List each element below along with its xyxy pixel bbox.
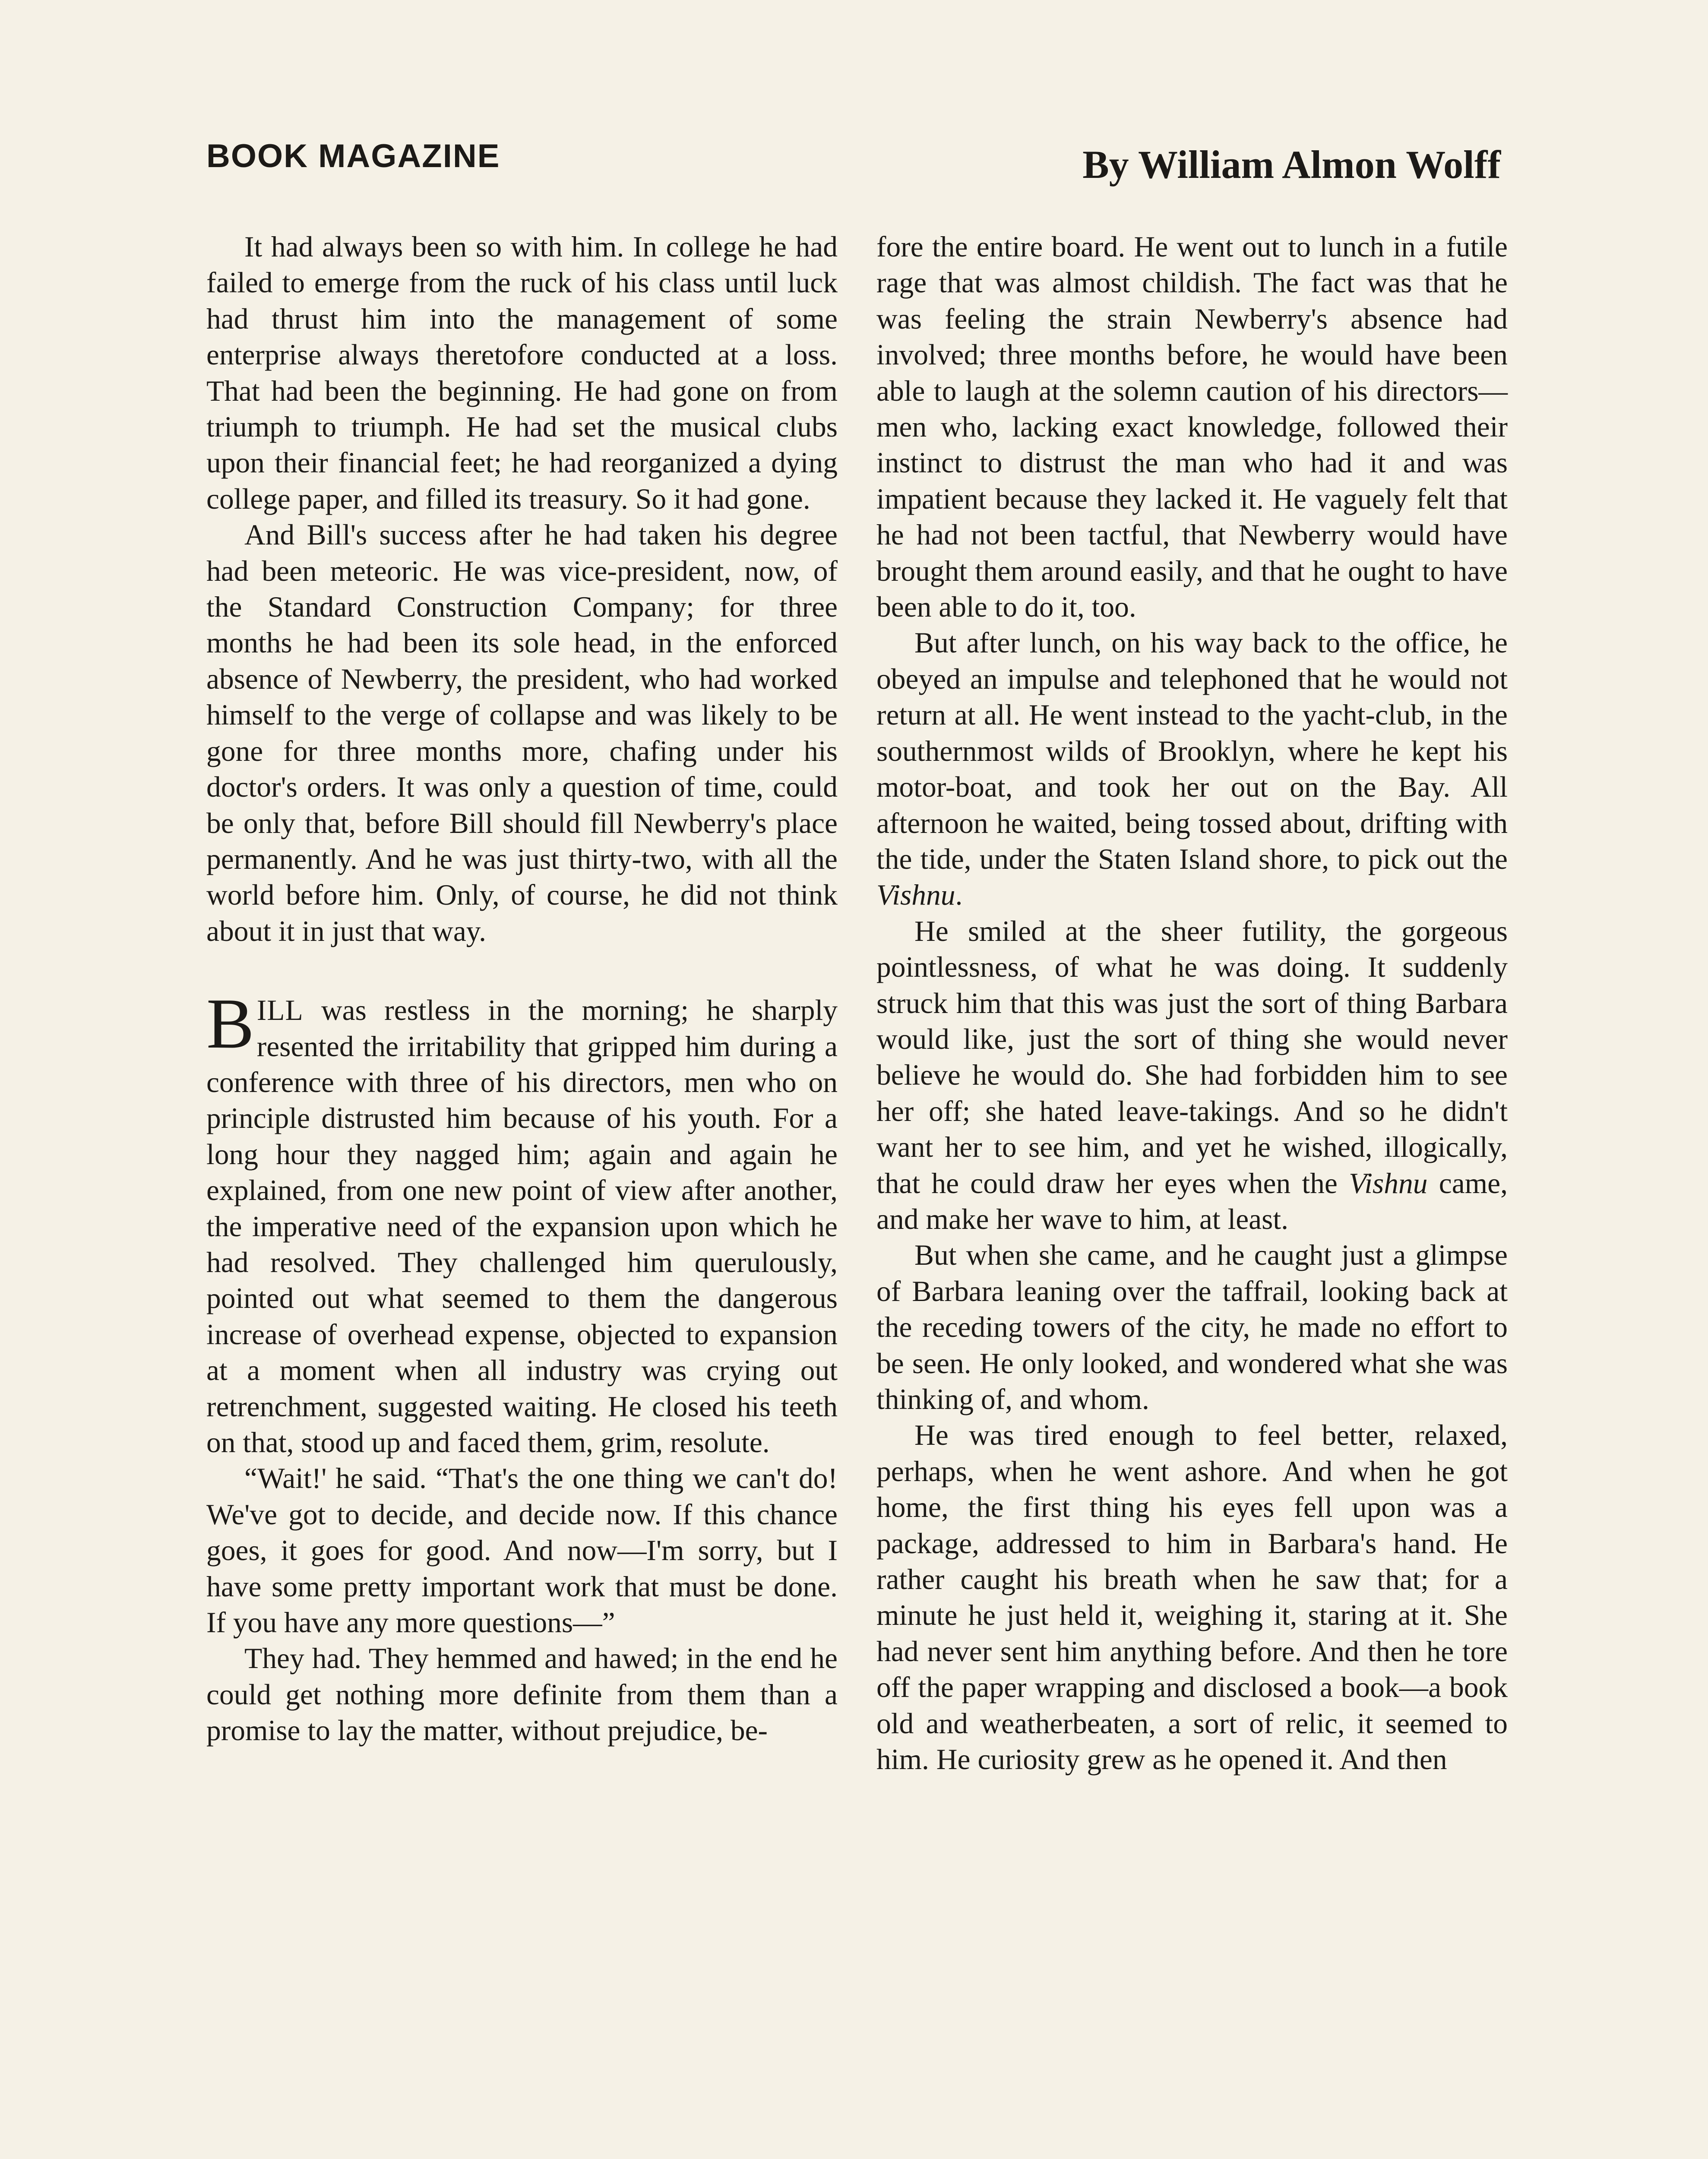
ship-name: Vishnu	[876, 879, 955, 912]
author-byline: By William Almon Wolff	[1082, 142, 1501, 187]
paragraph	[876, 913, 1508, 1238]
paragraph	[876, 625, 1508, 913]
paragraph: It had always been so with him. In college he had failed to emerge from the ruck of his class until luck had thrust him into the management of some enterprise always theretofore conducted at a loss. That had been the beginning. He had gone on from triumph to triumph. He had set the musical clubs upon their financial feet; he had reorganized a dying college paper, and filled its treasury. So it had gone.	[206, 231, 838, 515]
paragraph: They had. They hemmed and hawed; in the end he could get nothing more definite from them than a promise to lay the matter, without prejudice, be-	[206, 1642, 838, 1747]
paragraph: But when she came, and he caught just a glimpse of Barbara leaning over the taffrail, looking back at the receding towers of the city, he made no effort to be seen. He only looked, and wondered what she was thinking of, and whom.	[876, 1239, 1508, 1415]
paragraph: And Bill's success after he had taken his degree had been meteoric. He was vice-president, now, of the Standard Construction Company; for three months he had been its sole head, in the enforced absence of Newberry, the president, who had worked himself to the verge of collapse and was likely to be gone for three months more, chafing under his doctor's orders. It was only a question of time, could be only that, before Bill should fill Newberry's place permanently. And he was just thirty-two, with all the world before him. Only, of course, he did not think about it in just that way.	[206, 519, 838, 947]
paragraph-text: He smiled at the sheer futility, the gorgeous pointlessness, of what he was doing. It suddenly struck him that this was just the sort of thing Barbara would like, just the sort of thing she would never believe he would do. She had forbidden him to see her off; she hated leave-takings. And so he didn't want her to see him, and yet he wished, illogically, that he could draw her eyes when the	[876, 915, 1508, 1200]
lead-in-caps: ILL	[256, 994, 304, 1027]
paragraph: fore the entire board. He went out to lunch in a futile rage that was almost childish. The fact was that he was feeling the strain Newberry's absence had involved; three months before, he would have been able to laugh at the solemn caution of his directors—men who, lacking exact knowledge, followed their instinct to distrust the man who had it and was impatient because they lacked it. He vaguely felt that he had not been tactful, that Newberry would have brought them around easily, and that he ought to have been able to do it, too.	[876, 231, 1508, 624]
paragraph-text: came, and make her wave to him, at least.	[876, 1167, 1508, 1235]
paragraph-text: But after lunch, on his way back to the office, he obeyed an impulse and telephoned that he would not return at all. He went instead to the yacht-club, in the southernmost wilds of Brooklyn, where he kept his motor-boat, and took her out on the Bay. All afternoon he waited, being tossed about, drifting with the tide, under the Staten Island shore, to pick out the	[876, 627, 1508, 875]
magazine-title: BOOK MAGAZINE	[206, 138, 500, 174]
drop-cap: B	[206, 984, 254, 1064]
paragraph-text: was restless in the morning; he sharply resented the irritability that gripped him during a conference with three of his directors, men who on principle distrusted him because of his youth. For a long hour they nagged him; again and again he explained, from one new point of view after another, the imperative need of the expansion upon which he had resolved. They challenged him querulously, pointed out what seemed to them the dangerous increase of overhead expense, objected to expansion at a moment when all industry was crying out retrenchment, suggested waiting. He closed his teeth on that, stood up and faced them, grim, resolute.	[206, 994, 838, 1459]
paragraph: “Wait!' he said. “That's the one thing we can't do! We've got to decide, and decide now. If this chance goes, it goes for good. And now—I'm sorry, but I have some pretty important work that must be done. If you have any more questions—”	[206, 1462, 838, 1639]
paragraph: He was tired enough to feel better, relaxed, perhaps, when he went ashore. And when he got home, the first thing his eyes fell upon was a package, addressed to him in Barbara's hand. He rather caught his breath when he saw that; for a minute he just held it, weighing it, staring at it. She had never sent him anything before. And then he tore off the paper wrapping and disclosed a book—a book old and weatherbeaten, a sort of relic, it seemed to him. He curiosity grew as he opened it. And then	[876, 1419, 1508, 1776]
section-opening-paragraph	[206, 984, 838, 1460]
left-text-column	[206, 229, 838, 1749]
right-text-column	[876, 229, 1508, 1777]
paragraph-text: .	[955, 879, 963, 912]
ship-name: Vishnu	[1349, 1167, 1428, 1200]
